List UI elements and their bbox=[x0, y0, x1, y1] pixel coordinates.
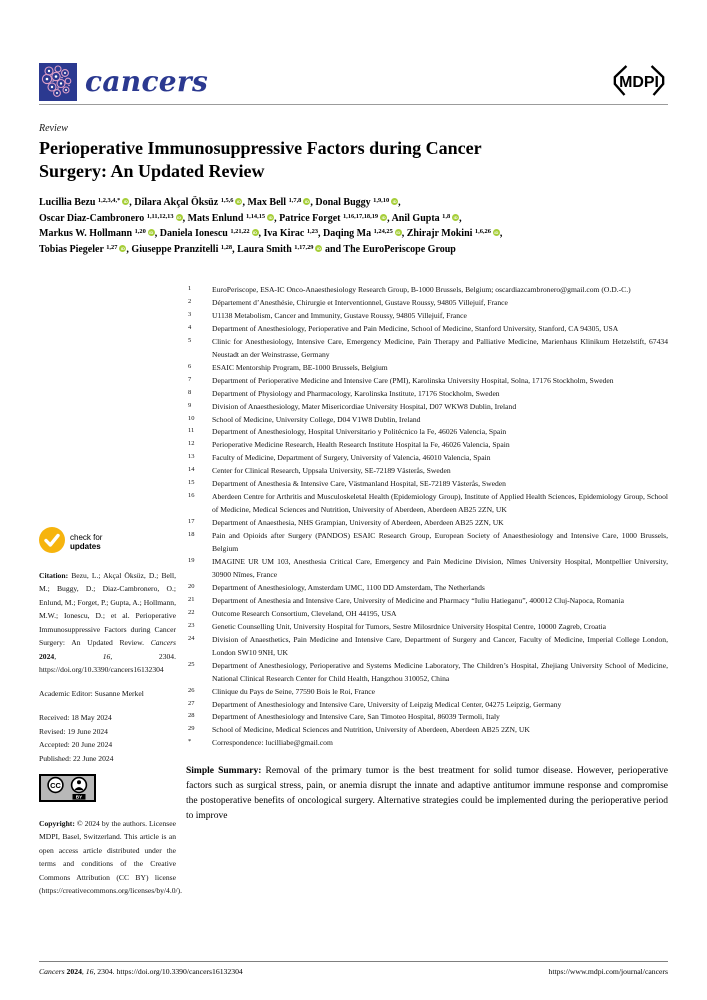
check-for-updates-label: check for updates bbox=[70, 532, 103, 552]
affiliation-text: Department of Anesthesiology, Perioperative and Systems Medicine Laboratory, The Children’s Hospital, Zhejiang University School of Medicine, National Clinical Research Center for Child Health, Hangzhou 310052, China bbox=[212, 660, 668, 683]
affiliation-text: Division of Anaesthesiology, Mater Misericordiae University Hospital, D07 WKW8 Dublin, Ireland bbox=[212, 401, 517, 411]
cc-icon: CC bbox=[50, 780, 61, 790]
right-column bbox=[186, 284, 668, 834]
affiliation-text: Department of Anesthesiology, Amsterdam UMC, 1100 DD Amsterdam, The Netherlands bbox=[212, 582, 485, 592]
affiliation-item bbox=[186, 362, 668, 375]
affiliation-item bbox=[186, 621, 668, 634]
affiliation-text: ESAIC Mentorship Program, BE-1000 Brussels, Belgium bbox=[212, 362, 388, 372]
cancers-journal-logo-icon bbox=[39, 63, 77, 101]
affiliation-text: Department of Anaesthesia, NHS Grampian, University of Aberdeen, Aberdeen AB25 2ZN, UK bbox=[212, 518, 504, 528]
affiliation-item bbox=[186, 711, 668, 724]
date-line: Revised: 19 June 2024 bbox=[39, 726, 108, 736]
author-name: Zhirajr Mokini $^{1,6,26}$ iD bbox=[406, 228, 499, 239]
left-sidebar bbox=[39, 284, 183, 905]
affiliations-list bbox=[186, 284, 668, 750]
affiliation-number: 2 bbox=[188, 297, 192, 305]
author-affiliation-sup: 1,2,3,4,* bbox=[97, 197, 121, 205]
journal-header bbox=[39, 63, 668, 102]
affiliation-item bbox=[186, 608, 668, 621]
affiliation-item bbox=[186, 556, 668, 582]
affiliation-text: Department of Perioperative Medicine and Intensive Care (PMI), Karolinska University Hospital, Solna, 17176 Stockholm, Sweden bbox=[212, 375, 614, 385]
author-affiliation-sup: 1,23 bbox=[306, 228, 319, 236]
affiliation-text: Clinic for Anesthesiology, Intensive Care, Emergency Medicine, Pain Therapy and Palliative Medicine, Marienhaus Klinikum Hetzelstift, 67434 Neustadt an der Weinstrasse, Germany bbox=[212, 336, 668, 359]
article-type: Review bbox=[39, 123, 68, 134]
affiliation-item bbox=[186, 491, 668, 517]
affiliation-item bbox=[186, 660, 668, 686]
affiliation-number: 28 bbox=[188, 712, 195, 720]
orcid-icon[interactable]: iD bbox=[494, 230, 499, 235]
author-affiliation-sup: 1,8 bbox=[442, 212, 451, 220]
header-divider bbox=[39, 104, 668, 105]
affiliation-item bbox=[186, 375, 668, 388]
affiliation-number: 14 bbox=[188, 466, 195, 474]
footer-journal-url: https://www.mdpi.com/journal/cancers bbox=[548, 967, 668, 976]
affiliation-number: 17 bbox=[188, 518, 195, 526]
affiliation-number: 7 bbox=[188, 375, 192, 383]
person-icon bbox=[77, 780, 81, 784]
affiliation-number: 13 bbox=[188, 453, 195, 461]
affiliation-text: Center for Clinical Research, Uppsala University, SE-72189 Västerås, Sweden bbox=[212, 466, 451, 476]
affiliation-item bbox=[186, 426, 668, 439]
by-label: BY bbox=[75, 794, 83, 800]
author-affiliation-sup: 1,27 bbox=[106, 243, 118, 251]
affiliation-number: 1 bbox=[188, 285, 192, 292]
author-name: Max Bell $^{1,7,8}$ iD bbox=[247, 197, 309, 208]
affiliation-item bbox=[186, 634, 668, 660]
affiliation-number: 11 bbox=[188, 427, 195, 435]
simple-summary: Simple Summary: Removal of the primary tumor is the best treatment for solid tumor disease. However, perioperative factors such as surgical stress, pain, or anemia disrupt the innate and adaptive antitumor immune response and compromise the postoperative benefits of oncological surgery. Alternative strategies could be implemented during the perioperative period to improve bbox=[186, 766, 669, 822]
affiliation-item bbox=[186, 517, 668, 530]
affiliation-text: School of Medicine, University College, D04 V1W8 Dublin, Ireland bbox=[212, 414, 421, 424]
affiliation-number: 29 bbox=[188, 725, 195, 733]
journal-logo-group[interactable] bbox=[39, 63, 208, 101]
orcid-icon[interactable]: iD bbox=[177, 214, 182, 220]
orcid-icon[interactable]: iD bbox=[396, 230, 401, 235]
affiliation-item bbox=[186, 388, 668, 401]
author-name: Tobias Piegeler $^{1,27}$ iD bbox=[39, 243, 125, 255]
author-name: Donal Buggy $^{1,9,10}$ iD bbox=[315, 197, 397, 208]
author-affiliation-sup: 1,11,12,13 bbox=[146, 212, 174, 220]
affiliation-number: 22 bbox=[188, 608, 195, 616]
affiliation-item bbox=[186, 401, 668, 414]
affiliation-text: EuroPeriscope, ESA-IC Onco-Anaesthesiology Research Group, B-1000 Brussels, Belgium; oscardiazcambronero@gmail.com (O.D.-C.) bbox=[212, 285, 631, 294]
affiliation-number: 20 bbox=[188, 582, 195, 590]
affiliation-item bbox=[186, 724, 668, 737]
affiliation-number: 3 bbox=[188, 310, 192, 318]
affiliation-text: Pain and Opioids after Surgery (PANDOS) ESAIC Research Group, European Society of Anaesthesiology and Intensive Care, 1000 Brussels, Belgium bbox=[212, 531, 668, 554]
author-affiliation-sup: 1,20 bbox=[134, 228, 146, 236]
affiliation-item bbox=[186, 452, 668, 465]
affiliation-number: 23 bbox=[188, 621, 195, 629]
author-name: Giuseppe Pranzitelli $^{1,28}$ bbox=[131, 243, 233, 255]
affiliation-number: 18 bbox=[188, 531, 195, 539]
affiliation-text: Department of Anesthesiology and Intensive Care, San Timoteo Hospital, 86039 Termoli, Italy bbox=[212, 712, 500, 722]
affiliation-number: 27 bbox=[188, 699, 195, 707]
affiliation-text: Perioperative Medicine Research, Health Research Institute Hospital la Fe, 46026 Valencia, Spain bbox=[212, 440, 510, 450]
affiliation-text: Genetic Counselling Unit, University Hospital for Tumors, Sestre Milosrdnice University Hospital Centre, 10000 Zagreb, Croatia bbox=[212, 621, 606, 631]
affiliation-text: Faculty of Medicine, Department of Surgery, University of Valencia, 46010 Valencia, Spain bbox=[212, 453, 491, 463]
affiliation-item bbox=[186, 310, 668, 323]
author-affiliation-sup: 1,6,26 bbox=[474, 228, 491, 236]
affiliation-number: 21 bbox=[188, 595, 195, 603]
affiliation-text: Department of Anesthesiology and Intensive Care, University of Leipzig Medical Center, 04275 Leipzig, Germany bbox=[212, 699, 562, 709]
academic-editor: Academic Editor: Susanne Merkel bbox=[39, 688, 144, 698]
affiliation-text: School of Medicine, Medical Sciences and Nutrition, University of Aberdeen, Aberdeen AB25 2ZN, UK bbox=[212, 725, 530, 735]
orcid-icon[interactable]: iD bbox=[120, 245, 125, 251]
orcid-icon[interactable]: iD bbox=[316, 245, 321, 251]
affiliation-item bbox=[186, 478, 668, 491]
affiliation-number: * bbox=[188, 738, 192, 746]
author-list: Lucillia Bezu $^{1,2,3,4,*}$ iD , Dilara Akçal Öksüz $^{1,5,6}$ iD , Max Bell $^{1,7,8}$ iD , Donal Buggy $^{1,9,10}$ iD , Oscar Diaz-Cambronero $^{1,11,12,13}$ iD , Mats Enlund $^{1,14,15}$ iD , Patrice Forget $^{1,16,17,18,19}$ iD , Anil Gupta $^{1,8}$ iD , Markus W. Hollmann $^{1,20}$ iD , Daniela Ionescu $^{1,21,22}$ iD , Iva Kirac $^{1,23}$, Daqing Ma $^{1,24,25}$ iD , Zhirajr Mokini $^{1,6,26}$ iD , Tobias Piegeler $^{1,27}$ iD , Giuseppe Pranzitelli $^{1,28}$, Laura Smith $^{1,17,29}$ iD and The EuroPeriscope Group bbox=[39, 197, 503, 255]
affiliation-text: Aberdeen Centre for Arthritis and Musculoskeletal Health (Epidemiology Group), Institute of Applied Health Sciences, Epidemiology Group, School of Medicine, Medical Sciences and Nutrition, University of Aberdeen, Aberdeen AB25 2ZN, UK bbox=[212, 492, 668, 515]
affiliation-item bbox=[186, 465, 668, 478]
affiliation-number: 9 bbox=[188, 401, 192, 409]
affiliation-item bbox=[186, 737, 668, 750]
author-name: Iva Kirac $^{1,23}$ bbox=[263, 228, 319, 239]
affiliation-item bbox=[186, 439, 668, 452]
affiliation-text: Department of Anesthesia & Intensive Care, Västmanland Hospital, SE-72189 Västerås, Sweden bbox=[212, 479, 506, 489]
date-line: Accepted: 20 June 2024 bbox=[39, 740, 113, 749]
simple-summary-label: Simple Summary: bbox=[186, 766, 262, 777]
author-name: Markus W. Hollmann $^{1,20}$ iD bbox=[39, 228, 154, 239]
orcid-icon[interactable]: iD bbox=[253, 230, 258, 235]
copyright-text: Copyright: © 2024 by the authors. Licensee MDPI, Basel, Switzerland. This article is an open access article distributed under the terms and conditions of the Creative Commons Attribution (CC BY) license (https://creativecommons.org/licenses/by/4.0/). bbox=[39, 818, 183, 895]
affiliation-number: 6 bbox=[188, 362, 192, 370]
affiliation-number: 26 bbox=[188, 686, 195, 694]
affiliation-text: Correspondence: lucilliabe@gmail.com bbox=[212, 738, 333, 748]
mdpi-wordmark: MDPI bbox=[619, 73, 659, 91]
author-name: Daqing Ma $^{1,24,25}$ iD bbox=[323, 228, 401, 239]
author-affiliation-sup: 1,24,25 bbox=[373, 228, 393, 236]
orcid-icon[interactable]: iD bbox=[149, 230, 154, 235]
mdpi-logo[interactable] bbox=[610, 64, 668, 102]
affiliation-number: 15 bbox=[188, 479, 195, 487]
affiliation-number: 5 bbox=[188, 336, 192, 344]
citation-text: Citation: Bezu, L.; Akçal Öksüz, D.; Bell, M.; Buggy, D.; Diaz-Cambronero, O.; Enlund, M.; Forget, P.; Gupta, A.; Hollmann, M.W.; Ionescu, D.; et al. Perioperative Immunosuppressive Factors during Cancer Surgery: An Updated Review. Cancers 2024, 16, 2304. https://doi.org/10.3390/cancers16132304 bbox=[39, 570, 177, 674]
affiliation-item bbox=[186, 336, 668, 362]
author-name: Lucillia Bezu $^{1,2,3,4,*}$ iD bbox=[39, 197, 128, 208]
author-affiliation-sup: 1,21,22 bbox=[230, 228, 250, 236]
affiliation-text: Department of Anesthesiology, Hospital Universitario y Politécnico la Fe, 46026 Valencia, Spain bbox=[212, 427, 507, 437]
author-affiliation-sup: 1,5,6 bbox=[220, 197, 234, 205]
orcid-icon[interactable]: iD bbox=[381, 214, 386, 220]
affiliation-item bbox=[186, 284, 668, 297]
meta-and-affiliations bbox=[39, 284, 668, 905]
affiliation-item bbox=[186, 323, 668, 336]
orcid-icon[interactable]: iD bbox=[268, 214, 273, 220]
article-title: Perioperative Immunosuppressive Factors during Cancer Surgery: An Updated Review bbox=[39, 138, 482, 181]
affiliation-item bbox=[186, 414, 668, 427]
check-for-updates-badge[interactable] bbox=[39, 527, 176, 558]
orcid-icon[interactable]: iD bbox=[304, 199, 309, 204]
affiliation-text: Outcome Research Consortium, Cleveland, OH 44195, USA bbox=[212, 608, 397, 618]
affiliation-text: IMAGINE UR UM 103, Anesthesia Critical Care, Emergency and Pain Medicine Division, Nîmes University Hospital, Montpellier University, 30900 Nîmes, France bbox=[212, 557, 668, 579]
affiliation-text: Département d’Anesthésie, Chirurgie et Interventionnel, Gustave Roussy, 94805 Villejuif, France bbox=[212, 297, 508, 307]
affiliation-number: 4 bbox=[188, 323, 192, 331]
author-name: Mats Enlund $^{1,14,15}$ iD bbox=[187, 212, 273, 224]
author-name: Oscar Diaz-Cambronero $^{1,11,12,13}$ iD bbox=[39, 212, 182, 224]
affiliation-text: Clinique du Pays de Seine, 77590 Bois le Roi, France bbox=[212, 686, 376, 696]
affiliation-number: 8 bbox=[188, 388, 192, 396]
author-affiliation-sup: 1,17,29 bbox=[294, 243, 314, 251]
author-name: Patrice Forget $^{1,16,17,18,19}$ iD bbox=[279, 212, 386, 224]
affiliation-number: 12 bbox=[188, 440, 195, 448]
affiliation-item bbox=[186, 297, 668, 310]
author-name: Laura Smith $^{1,17,29}$ iD bbox=[237, 243, 321, 255]
affiliation-item bbox=[186, 699, 668, 712]
affiliation-text: Department of Anesthesiology, Perioperative and Pain Medicine, School of Medicine, Stanford University, Stanford, CA 94305, USA bbox=[212, 323, 619, 333]
journal-name: cancers bbox=[85, 65, 209, 98]
orcid-icon[interactable]: iD bbox=[236, 199, 241, 204]
affiliation-number: 10 bbox=[188, 414, 195, 422]
cc-by-license-badge[interactable] bbox=[39, 774, 176, 807]
author-affiliation-sup: 1,14,15 bbox=[245, 212, 266, 220]
affiliation-text: Department of Anesthesia and Intensive Care, University of Medicine and Pharmacy “Iuliu Hatieganu”, 400012 Cluj-Napoca, Romania bbox=[212, 595, 625, 605]
affiliation-number: 19 bbox=[188, 557, 195, 565]
author-affiliation-sup: 1,28 bbox=[220, 243, 233, 251]
affiliation-number: 25 bbox=[188, 660, 195, 668]
orcid-icon[interactable]: iD bbox=[123, 199, 128, 204]
affiliation-item bbox=[186, 686, 668, 699]
date-line: Published: 22 June 2024 bbox=[39, 753, 114, 763]
affiliation-item bbox=[186, 595, 668, 608]
affiliation-item bbox=[186, 530, 668, 556]
author-name: Dilara Akçal Öksüz $^{1,5,6}$ iD bbox=[134, 197, 241, 208]
orcid-icon[interactable]: iD bbox=[392, 199, 397, 204]
affiliation-number: 16 bbox=[188, 492, 195, 500]
page-footer bbox=[39, 961, 668, 976]
orcid-icon[interactable]: iD bbox=[453, 214, 458, 220]
affiliation-item bbox=[186, 582, 668, 595]
affiliation-text: Division of Anaesthetics, Pain Medicine and Intensive Care, Department of Surgery and Cancer, Faculty of Medicine, Imperial College London, London SW10 9NH, UK bbox=[212, 634, 668, 657]
footer-citation: Cancers 2024, 16, 2304. https://doi.org/10.3390/cancers16132304 bbox=[39, 967, 243, 976]
check-icon bbox=[39, 527, 65, 558]
affiliation-text: Department of Physiology and Pharmacology, Karolinska Institute, 17176 Stockholm, Sweden bbox=[212, 388, 500, 398]
article-dates bbox=[39, 711, 176, 765]
author-affiliation-sup: 1,7,8 bbox=[288, 197, 302, 205]
author-affiliation-sup: 1,16,17,18,19 bbox=[342, 212, 379, 220]
affiliation-text: U1138 Metabolism, Cancer and Immunity, Gustave Roussy, 94805 Villejuif, France bbox=[212, 310, 467, 320]
author-affiliation-sup: 1,9,10 bbox=[373, 197, 390, 205]
author-name: Anil Gupta $^{1,8}$ iD bbox=[391, 212, 458, 224]
author-name: Daniela Ionescu $^{1,21,22}$ iD bbox=[159, 228, 258, 239]
date-line: Received: 18 May 2024 bbox=[39, 713, 112, 722]
affiliation-number: 24 bbox=[188, 634, 195, 642]
